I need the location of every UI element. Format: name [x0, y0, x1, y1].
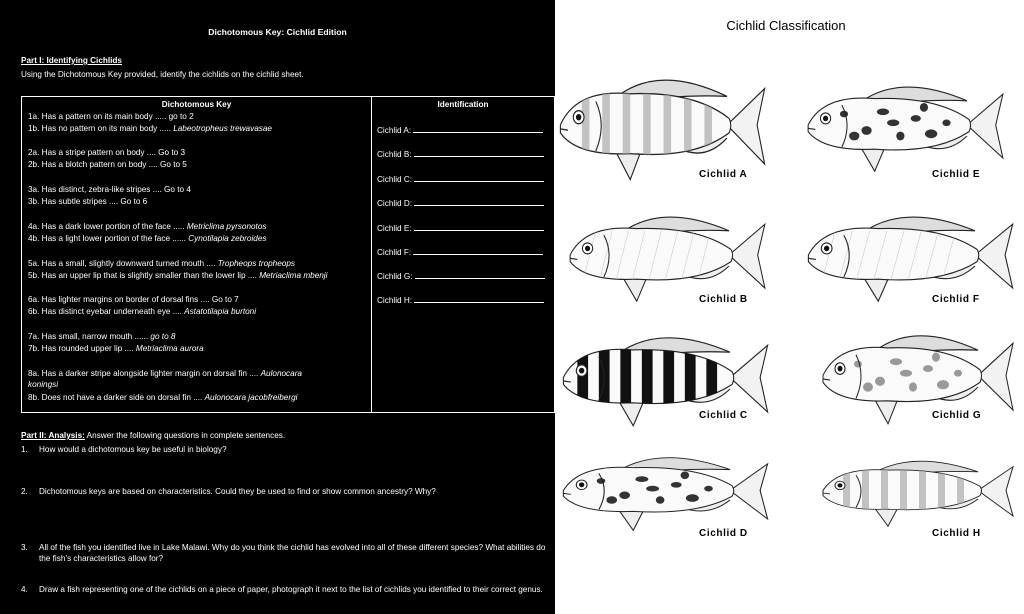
key-line: 1a. Has a pattern on its main body ..... go to 2 — [28, 112, 194, 121]
question-2: 2. Dichotomous keys are based on characteristics. Could they be used to find or show common ancestry? Why? — [21, 487, 436, 496]
fish-illustration — [803, 200, 1018, 310]
key-line: 7a. Has small, narrow mouth ...... go to 8 — [28, 332, 176, 341]
key-line: 2b. Has a blotch pattern on body .... Go to 5 — [28, 160, 187, 169]
key-line: 8a. Has a darker stripe alongside lighter margin on dorsal fin .... Aulonocara — [28, 369, 302, 378]
identification-row: Cichlid F: — [377, 246, 543, 258]
classification-panel — [555, 0, 1024, 614]
answer-blank[interactable] — [413, 124, 543, 133]
fish-label: Cichlid H — [932, 528, 981, 539]
fish-label: Cichlid E — [932, 169, 981, 180]
key-line: 6a. Has lighter margins on border of dorsal fins .... Go to 7 — [28, 295, 239, 304]
key-column-header: Dichotomous Key — [161, 100, 232, 109]
key-line: 4b. Has a light lower portion of the face ...... Cynotilapia zebroides — [28, 234, 267, 243]
question-1: 1. How would a dichotomous key be useful in biology? — [21, 445, 227, 454]
answer-blank[interactable] — [414, 173, 544, 182]
answer-blank[interactable] — [414, 197, 544, 206]
worksheet-title: Dichotomous Key: Cichlid Edition — [208, 27, 347, 37]
part1-instruction: Using the Dichotomous Key provided, identify the cichlids on the cichlid sheet. — [21, 70, 304, 79]
key-line: 4a. Has a dark lower portion of the face ..... Metriclima pyrsonotos — [28, 222, 267, 231]
key-line: 7b. Has rounded upper lip .... Metriaclima aurora — [28, 344, 204, 353]
key-line: 2a. Has a stripe pattern on body .... Go to 3 — [28, 148, 186, 157]
key-line: 8b. Does not have a darker side on dorsal fin .... Aulonocara jacobfreibergi — [28, 393, 298, 402]
part2-heading: Part II: Analysis: Answer the following questions in complete sentences. — [21, 431, 286, 440]
answer-blank[interactable] — [414, 222, 544, 231]
fish-illustration — [818, 318, 1018, 433]
identification-row: Cichlid C: — [377, 173, 544, 185]
classification-title: Cichlid Classification — [726, 18, 846, 33]
identification-row: Cichlid H: — [377, 294, 544, 306]
fish-illustration — [803, 70, 1008, 180]
key-line: 6b. Has distinct eyebar underneath eye .... Astatotilapia burtoni — [28, 307, 257, 316]
fish-illustration — [558, 443, 773, 538]
key-line: 3a. Has distinct, zebra-like stripes .... Go to 4 — [28, 185, 191, 194]
identification-row: Cichlid A: — [377, 124, 543, 136]
key-line: 5a. Has a small, slightly downward turned mouth .... Tropheops tropheops — [28, 259, 295, 268]
fish-label: Cichlid G — [932, 410, 982, 421]
fish-label: Cichlid B — [699, 294, 748, 305]
question-3: 3. All of the fish you identified live in Lake Malawi. Why do you think the cichlid has evolved into all of these different species? What abilities do the fish’s characteristics allow for? — [21, 543, 546, 563]
part1-heading: Part I: Identifying Cichlids — [21, 56, 122, 65]
fish-label: Cichlid C — [699, 410, 748, 421]
key-line: 5b. Has an upper lip that is slightly smaller than the lower lip .... Metriaclima mbenji — [28, 271, 328, 280]
identification-row: Cichlid D: — [377, 197, 544, 209]
column-divider — [371, 97, 372, 412]
identification-row: Cichlid E: — [377, 222, 544, 234]
fish-label: Cichlid A — [699, 169, 748, 180]
identification-column-header: Identification — [437, 100, 489, 109]
dichotomous-key-table — [21, 96, 555, 413]
key-line: 1b. Has no pattern on its main body ..... Labeotropheus trewavasae — [28, 124, 272, 133]
answer-blank[interactable] — [414, 148, 544, 157]
key-line: koningsi — [28, 380, 59, 389]
fish-label: Cichlid F — [932, 294, 980, 305]
answer-blank[interactable] — [414, 294, 544, 303]
fish-label: Cichlid D — [699, 528, 748, 539]
identification-row: Cichlid B: — [377, 148, 544, 160]
fish-illustration — [818, 448, 1018, 533]
answer-blank[interactable] — [415, 270, 545, 279]
key-line: 3b. Has subtle stripes .... Go to 6 — [28, 197, 148, 206]
answer-blank[interactable] — [413, 246, 543, 255]
question-4: 4. Draw a fish representing one of the cichlids on a piece of paper, photograph it next to the list of cichlids you identified to their correct genus. — [21, 585, 543, 594]
identification-row: Cichlid G: — [377, 270, 545, 282]
